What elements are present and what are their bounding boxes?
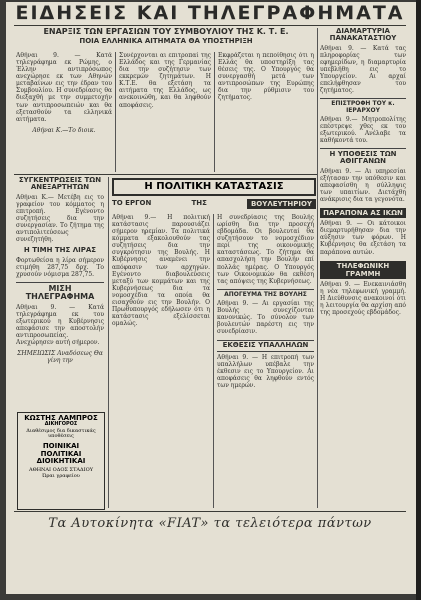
right-body: Αθήναι 9. — Κατά τας πληροφορίας των εφημερίδων, η διαμαρτυρία υπεβλήθη εις το Υπουργείον. Αι αρχαί επελήφθησαν του ζητήματος. bbox=[320, 44, 406, 95]
right-column bbox=[320, 28, 406, 508]
center-headline-box bbox=[112, 178, 316, 196]
column-divider bbox=[108, 177, 109, 508]
top-headline: ΕΝΑΡΞΙΣ ΤΩΝ ΕΡΓΑΣΙΩΝ ΤΟΥ ΣΥΜΒΟΥΛΙΟΥ ΤΗΣ Κ. Τ. Ε. bbox=[43, 28, 289, 36]
center-headline: Η ΠΟΛΙΤΙΚΗ ΚΑΤΑΣΤΑΣΙΣ bbox=[144, 181, 284, 192]
top-left-article bbox=[16, 52, 112, 172]
rule bbox=[14, 174, 317, 175]
center-box-head: ΕΚΘΕΣΙΣ ΥΠΑΛΛΗΛΩΝ bbox=[217, 340, 314, 351]
top-mid-article bbox=[119, 52, 211, 172]
article-body: Αθήναι 9. — Κατά τηλεγράφημα εκ Ρώμης, ο Έλλην αντιπρόσωπος ανεχώρησε εκ των Αθηνών μεταβαίνων εις την έδραν του Συμβουλίου. Η συνεδρίασις θα διεξαχθή με την συμμετοχήν των αντιπροσωπειών και θα εξετασθούν τα ελληνικά αιτήματα. bbox=[16, 52, 112, 123]
center-subhead-right: ΒΟΥΛΕΥΤΗΡΙΟΥ bbox=[247, 199, 316, 209]
column-divider bbox=[115, 52, 116, 172]
ad-item: ΔΙΟΙΚΗΤΙΚΑΙ bbox=[36, 457, 86, 466]
center-body-c: Αθήναι 9. — Αι εργασίαι της Βουλής συνεχίζονται κανονικώς. Το σύνολον των βουλευτών παρέστη εις την συνεδρίασιν. bbox=[217, 300, 314, 336]
center-small-head: ΑΠΟΓΕΥΜΑ ΤΗΣ ΒΟΥΛΗΣ bbox=[217, 289, 314, 298]
article-body: Εκφράζεται η πεποίθησις ότι η Ελλάς θα υποστηρίξη τας θέσεις της. Ο Υπουργός θα συνεργασθή μετά των αντιπροσώπων της Ευρώπης δια την ρύθμισιν του ζητήματος. bbox=[218, 52, 314, 102]
left-column bbox=[16, 177, 104, 407]
column-divider bbox=[214, 52, 215, 172]
right-last-head: ΤΗΛΕΦΩΝΙΚΗ ΓΡΑΜΜΗ bbox=[320, 261, 406, 279]
left-head1: ΣΥΓΚΕΝΤΡΩΣΕΙΣ ΤΩΝ ΑΝΕΞΑΡΤΗΤΩΝ bbox=[18, 177, 102, 192]
top-right-article bbox=[218, 52, 314, 172]
center-subhead-left: ΤΟ ΕΡΓΟΝ bbox=[112, 199, 152, 208]
center-body-a: Αθήναι 9.— Η πολιτική κατάστασις παρουσιάζει σήμερον ηρεμίαν. Τα πολιτικά κόμματα εξακολουθούν τας συζητήσεις δια την συγκρότησιν της Βουλής. Η Κυβέρνησις αναμένει την απόφασιν των αρχηγών. Εγένοντο διαβουλεύσεις μεταξύ των κομμάτων και της Κυβερνήσεως δια τα νομοσχέδια τα οποία θα εισαχθούν εις την Βουλήν. Ο Πρωθυπουργός εδήλωσεν ότι η κατάστασις εξελίσσεται ομαλώς. bbox=[112, 214, 210, 328]
fiat-advert: Τα Αυτοκίνητα «FIAT» τα τελειότερα πάντων bbox=[48, 516, 372, 531]
ad-item: ΠΟΛΙΤΙΚΑΙ bbox=[40, 449, 82, 458]
right-last-body: Αθήναι 9. — Ενεκαινιάσθη η νέα τηλεφωνική γραμμή. Η Διεύθυνσις ανακοινοί ότι η λειτουργία θα αρχίση από της προσεχούς εβδομάδος. bbox=[320, 280, 406, 316]
center-subheads bbox=[112, 198, 316, 210]
signature: Αθήναι Κ.—Το διοικ. bbox=[32, 126, 96, 134]
top-subhead: ΠΟΙΑ ΕΛΛΗΝΙΚΑ ΑΙΤΗΜΑΤΑ ΘΑ ΥΠΟΣΤΗΡΙΞΗ bbox=[79, 37, 253, 46]
ad-role: ΔΙΚΗΓΟΡΟΣ bbox=[44, 421, 78, 428]
left-body2: Φορτωθείσα η λίρα σήμερον ετιμήθη 287,75 δρχ. Το χρυσούν νόμισμα 287,75. bbox=[16, 256, 104, 278]
right-section-body: Αθήναι 9. — Αι υπηρεσίαι εξήτασαν την υπόθεσιν και απεφασίσθη η σύλληψις των υπαιτίων. Διετάχθη ανάκρισις δια τα γεγονότα. bbox=[320, 167, 406, 204]
ad-hours: Ώραι γραφείου bbox=[42, 473, 80, 480]
ad-name: ΚΩΣΤΗΣ ΛΑΜΠΡΟΣ bbox=[24, 414, 98, 422]
center-body-d: Αθήναι 9. — Η επιτροπή των υπαλλήλων υπέβαλε την έκθεσιν εις το Υπουργείον. Αι αποφάσεις θα ληφθούν εντός των ημερών. bbox=[217, 353, 314, 390]
right-mid-head: ΕΠΙΣΤΡΟΦΗ ΤΟΥ κ. ΙΕΡΑΡΧΟΥ bbox=[320, 98, 406, 114]
left-head3: ΜΙΣΗ ΤΗΛΕΓΡΑΦΗΜΑ bbox=[16, 282, 104, 302]
right-para-body: Αθήναι 9. — Οι κάτοικοι διεμαρτυρήθησαν δια την αύξησιν των φόρων. Η Κυβέρνησις θα εξετάση τα παράπονα αυτών. bbox=[320, 220, 406, 256]
ad-item: ΠΟΙΝΙΚΑΙ bbox=[42, 442, 80, 451]
right-section-head: Η ΥΠΟΘΕΣΙΣ ΤΩΝ ΑΘΙΓΓΑΝΩΝ bbox=[320, 148, 406, 166]
right-para-head: ΠΑΡΑΠΟΝΑ ΑΣ ΙΚΩΝ bbox=[320, 208, 406, 218]
rule bbox=[14, 25, 406, 26]
left-body3: Αθήναι 9. — Κατά τηλεγράφημα εκ του εξωτερικού η Κυβέρνησις απεφάσισε την αποστολήν αντιπροσωπείας. Ανεχώρησεν αυτή σήμερον. bbox=[16, 303, 104, 346]
center-column-a bbox=[112, 214, 210, 508]
left-body1: Αθήναι Κ.— Μετέβη εις το γραφείον του κόμματος η επιτροπή. Εγένοντο συζητήσεις δια την συνεργασίαν. Το ζήτημα της αντιπολιτεύσεως συνεζητήθη. bbox=[16, 193, 104, 244]
left-note: ΣΗΜΕΙΩΣΙΣ Αναδόσεως Θα γίνη την bbox=[17, 350, 103, 365]
rule bbox=[14, 511, 406, 512]
right-headline: ΔΙΑΜΑΡΤΥΡΙΑ ΠΑΝΑΚΑΤΑΣΤΙΟΥ bbox=[329, 28, 397, 43]
center-column-b bbox=[217, 214, 314, 508]
center-body-b: Η συνεδρίασις της Βουλής ωρίσθη δια την προσεχή εβδομάδα. Οι βουλευταί θα συζητήσουν το νομοσχέδιον περί της οικονομικής καταστάσεως. Το ζήτημα θα απασχολήση την Βουλήν επί πολλάς ημέρας. Ο Υπουργός των Οικονομικών θα εκθέση τας απόψεις της Κυβερνήσεως. bbox=[217, 214, 314, 285]
masthead: ΕΙΔΗΣΕΙΣ ΚΑΙ ΤΗΛΕΓΡΑΦΗΜΑΤΑ bbox=[15, 2, 405, 24]
lawyer-advert bbox=[17, 412, 105, 510]
column-divider bbox=[317, 28, 318, 508]
ad-address: ΑΘΗΝΑΙ ΟΔΟΣ ΣΤΑΔΙΟΥ bbox=[28, 467, 94, 474]
ad-line: Διαθέσιμος δια δικαστικάς υποθέσεις bbox=[26, 427, 96, 440]
center-subhead-mid: ΤΗΣ bbox=[191, 199, 207, 208]
article-body: Συνέρχονται αι επιτροπαί της Ελλάδος και της Γερμανίας δια την συζήτησιν των εκκρεμών ζητημάτων. Η Κ.Τ.Ε. θα εξετάση τα αιτήματα της Ελλάδος, ως ανεκοινώθη, και θα ληφθούν αποφάσεις. bbox=[119, 52, 211, 109]
scan-edge bbox=[416, 0, 421, 600]
left-head2: Η ΤΙΜΗ ΤΗΣ ΛΙΡΑΣ bbox=[23, 246, 97, 255]
top-headline-block bbox=[16, 28, 316, 50]
column-divider bbox=[213, 214, 214, 508]
right-mid-body: Αθήναι 9.— Μητροπολίτης επέστρεψε χθες εκ του εξωτερικού. Ανέλαβε τα καθήκοντά του. bbox=[320, 115, 406, 145]
